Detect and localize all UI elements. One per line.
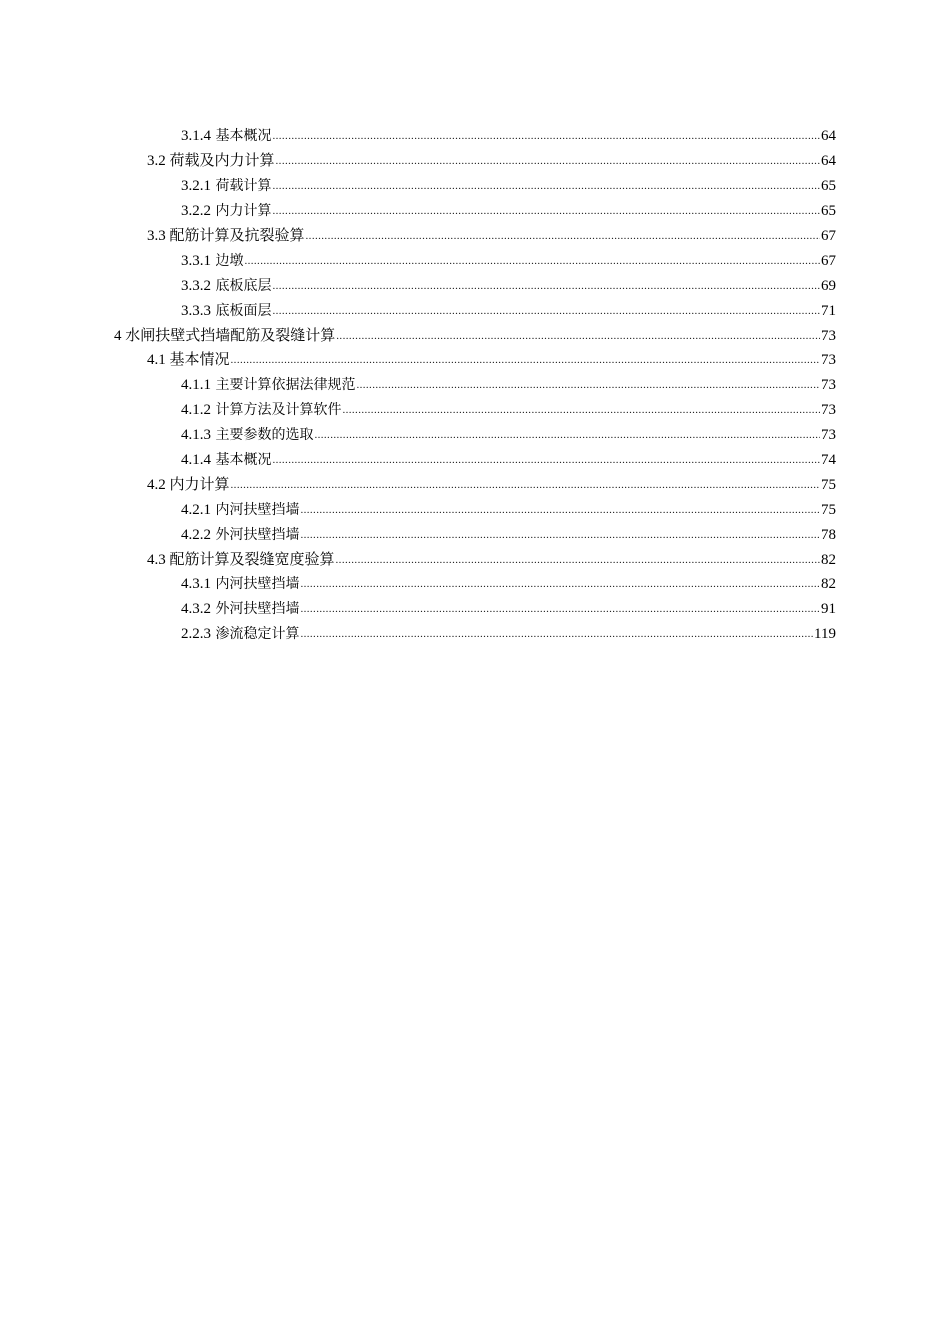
toc-entry-number: 3.2 [147, 153, 166, 170]
toc-entry-page: 65 [821, 178, 836, 195]
toc-entry-number: 3.2.1 [181, 178, 211, 195]
toc-dot-leader [272, 302, 820, 320]
toc-entry-number: 4.1.2 [181, 402, 211, 419]
toc-entry-page: 82 [821, 576, 836, 593]
toc-dot-leader [272, 177, 820, 195]
toc-entry-number: 4.3 [147, 551, 166, 568]
toc-entry[interactable] [181, 174, 836, 199]
toc-entry-page: 64 [821, 153, 836, 170]
toc-dot-leader [300, 575, 820, 593]
toc-entry[interactable] [147, 472, 836, 497]
toc-entry-text: 荷载及内力计算 [169, 153, 275, 170]
toc-entry-page: 73 [821, 352, 836, 369]
toc-dot-leader [244, 252, 820, 270]
toc-dot-leader [356, 376, 820, 394]
toc-entry-page: 73 [821, 427, 836, 444]
toc-entry[interactable] [147, 149, 836, 174]
toc-entry-number: 3.3 [147, 228, 166, 244]
toc-dot-leader [314, 426, 820, 444]
toc-dot-leader [300, 625, 813, 643]
toc-entry-number: 4.2 [147, 476, 166, 493]
toc-entry-text: 水闸扶壁式挡墙配筋及裂缝计算 [125, 327, 336, 344]
toc-entry-title [181, 426, 313, 444]
toc-entry-title [147, 351, 230, 369]
toc-entry[interactable] [181, 572, 836, 597]
toc-entry-number: 4.2.1 [181, 501, 211, 518]
toc-entry-title [147, 476, 230, 494]
toc-entry-page: 75 [821, 501, 836, 518]
toc-entry-title [147, 551, 335, 569]
toc-entry-page: 73 [821, 327, 836, 344]
toc-entry[interactable] [147, 224, 836, 249]
toc-dot-leader [272, 451, 820, 469]
toc-entry[interactable] [181, 373, 836, 398]
toc-dot-leader [300, 600, 820, 618]
toc-entry-number: 4 [114, 327, 122, 344]
toc-dot-leader [272, 202, 820, 220]
toc-entry-text: 基本概况 [215, 452, 272, 469]
toc-dot-leader [231, 351, 820, 369]
toc-entry-title [181, 526, 299, 544]
toc-entry-page: 82 [821, 551, 836, 568]
toc-entry[interactable] [181, 273, 836, 298]
toc-entry-number: 3.1.4 [181, 128, 211, 145]
toc-entry-text: 边墩 [215, 252, 244, 269]
toc-entry-page: 75 [821, 476, 836, 493]
toc-dot-leader [306, 227, 820, 245]
toc-entry-page: 74 [821, 452, 836, 469]
toc-entry-text: 荷载计算 [215, 178, 272, 195]
toc-entry-title [147, 227, 305, 245]
toc-entry-number: 3.3.3 [181, 302, 211, 319]
toc-entry-text: 底板面层 [215, 302, 272, 319]
toc-entry-number: 3.2.2 [181, 203, 211, 220]
toc-entry[interactable] [181, 199, 836, 224]
toc-entry-text: 主要计算依据法律规范 [215, 377, 356, 394]
toc-dot-leader [336, 551, 820, 569]
toc-entry[interactable] [181, 423, 836, 448]
toc-entry-number: 2.2.3 [181, 626, 211, 643]
toc-entry-text: 基本情况 [169, 352, 230, 369]
toc-dot-leader [272, 277, 820, 295]
toc-entry-page: 67 [821, 252, 836, 269]
toc-entry-title [181, 401, 341, 419]
toc-entry[interactable] [181, 248, 836, 273]
toc-entry-page: 73 [821, 377, 836, 394]
toc-entry-number: 4.3.1 [181, 576, 211, 593]
toc-entry-page: 64 [821, 128, 836, 145]
toc-entry[interactable] [114, 323, 836, 348]
toc-entry[interactable] [181, 124, 836, 149]
toc-entry-title [181, 177, 271, 195]
toc-entry-page: 65 [821, 203, 836, 220]
toc-entry-text: 内河扶壁挡墙 [215, 576, 300, 593]
toc-entry-page: 67 [821, 228, 836, 244]
toc-entry-text: 外河扶壁挡墙 [215, 601, 300, 618]
toc-entry-number: 3.3.1 [181, 252, 211, 269]
toc-entry-title [181, 600, 299, 618]
toc-entry-number: 4.3.2 [181, 601, 211, 618]
toc-entry-title [181, 376, 355, 394]
toc-entry-title [181, 127, 271, 145]
toc-entry-number: 4.1.4 [181, 452, 211, 469]
toc-entry[interactable] [181, 298, 836, 323]
toc-entry-title [181, 202, 271, 220]
toc-entry-page: 91 [821, 601, 836, 618]
toc-entry-text: 内力计算 [169, 476, 230, 493]
toc-entry-number: 4.1.3 [181, 427, 211, 444]
toc-dot-leader [336, 327, 820, 345]
toc-entry-text: 外河扶壁挡墙 [215, 526, 300, 543]
toc-entry-text: 基本概况 [215, 128, 272, 145]
toc-entry-text: 主要参数的选取 [215, 427, 314, 444]
toc-entry[interactable] [181, 398, 836, 423]
toc-entry[interactable] [181, 622, 836, 647]
toc-entry-number: 4.1 [147, 352, 166, 369]
toc-entry-text: 配筋计算及裂缝宽度验算 [169, 551, 335, 568]
toc-entry[interactable] [181, 597, 836, 622]
toc-entry-title [114, 327, 335, 345]
toc-entry[interactable] [181, 448, 836, 473]
toc-entry[interactable] [147, 348, 836, 373]
toc-entry-number: 4.2.2 [181, 526, 211, 543]
toc-dot-leader [300, 526, 820, 544]
toc-entry[interactable] [181, 497, 836, 522]
toc-dot-leader [342, 401, 820, 419]
table-of-contents [0, 124, 950, 647]
toc-dot-leader [272, 127, 820, 145]
toc-entry-number: 3.3.2 [181, 277, 211, 294]
toc-entry-text: 渗流稳定计算 [215, 626, 300, 643]
toc-entry-page: 119 [814, 626, 836, 643]
toc-entry-text: 内河扶壁挡墙 [215, 501, 300, 518]
toc-entry-title [181, 501, 299, 519]
toc-entry-page: 73 [821, 402, 836, 419]
toc-entry-title [181, 575, 299, 593]
toc-entry-title [181, 252, 243, 270]
toc-entry-text: 配筋计算及抗裂验算 [169, 228, 305, 244]
toc-entry-text: 计算方法及计算软件 [215, 402, 342, 419]
toc-dot-leader [231, 476, 820, 494]
toc-dot-leader [300, 501, 820, 519]
toc-entry-page: 69 [821, 277, 836, 294]
toc-entry-page: 78 [821, 526, 836, 543]
toc-entry-text: 底板底层 [215, 277, 272, 294]
toc-dot-leader [276, 152, 820, 170]
toc-entry-text: 内力计算 [215, 203, 272, 220]
toc-entry[interactable] [181, 522, 836, 547]
toc-entry[interactable] [147, 547, 836, 572]
toc-entry-title [181, 277, 271, 295]
toc-entry-title [181, 302, 271, 320]
toc-entry-title [181, 451, 271, 469]
toc-entry-number: 4.1.1 [181, 377, 211, 394]
toc-entry-title [147, 152, 275, 170]
toc-entry-title [181, 625, 299, 643]
toc-entry-page: 71 [821, 302, 836, 319]
